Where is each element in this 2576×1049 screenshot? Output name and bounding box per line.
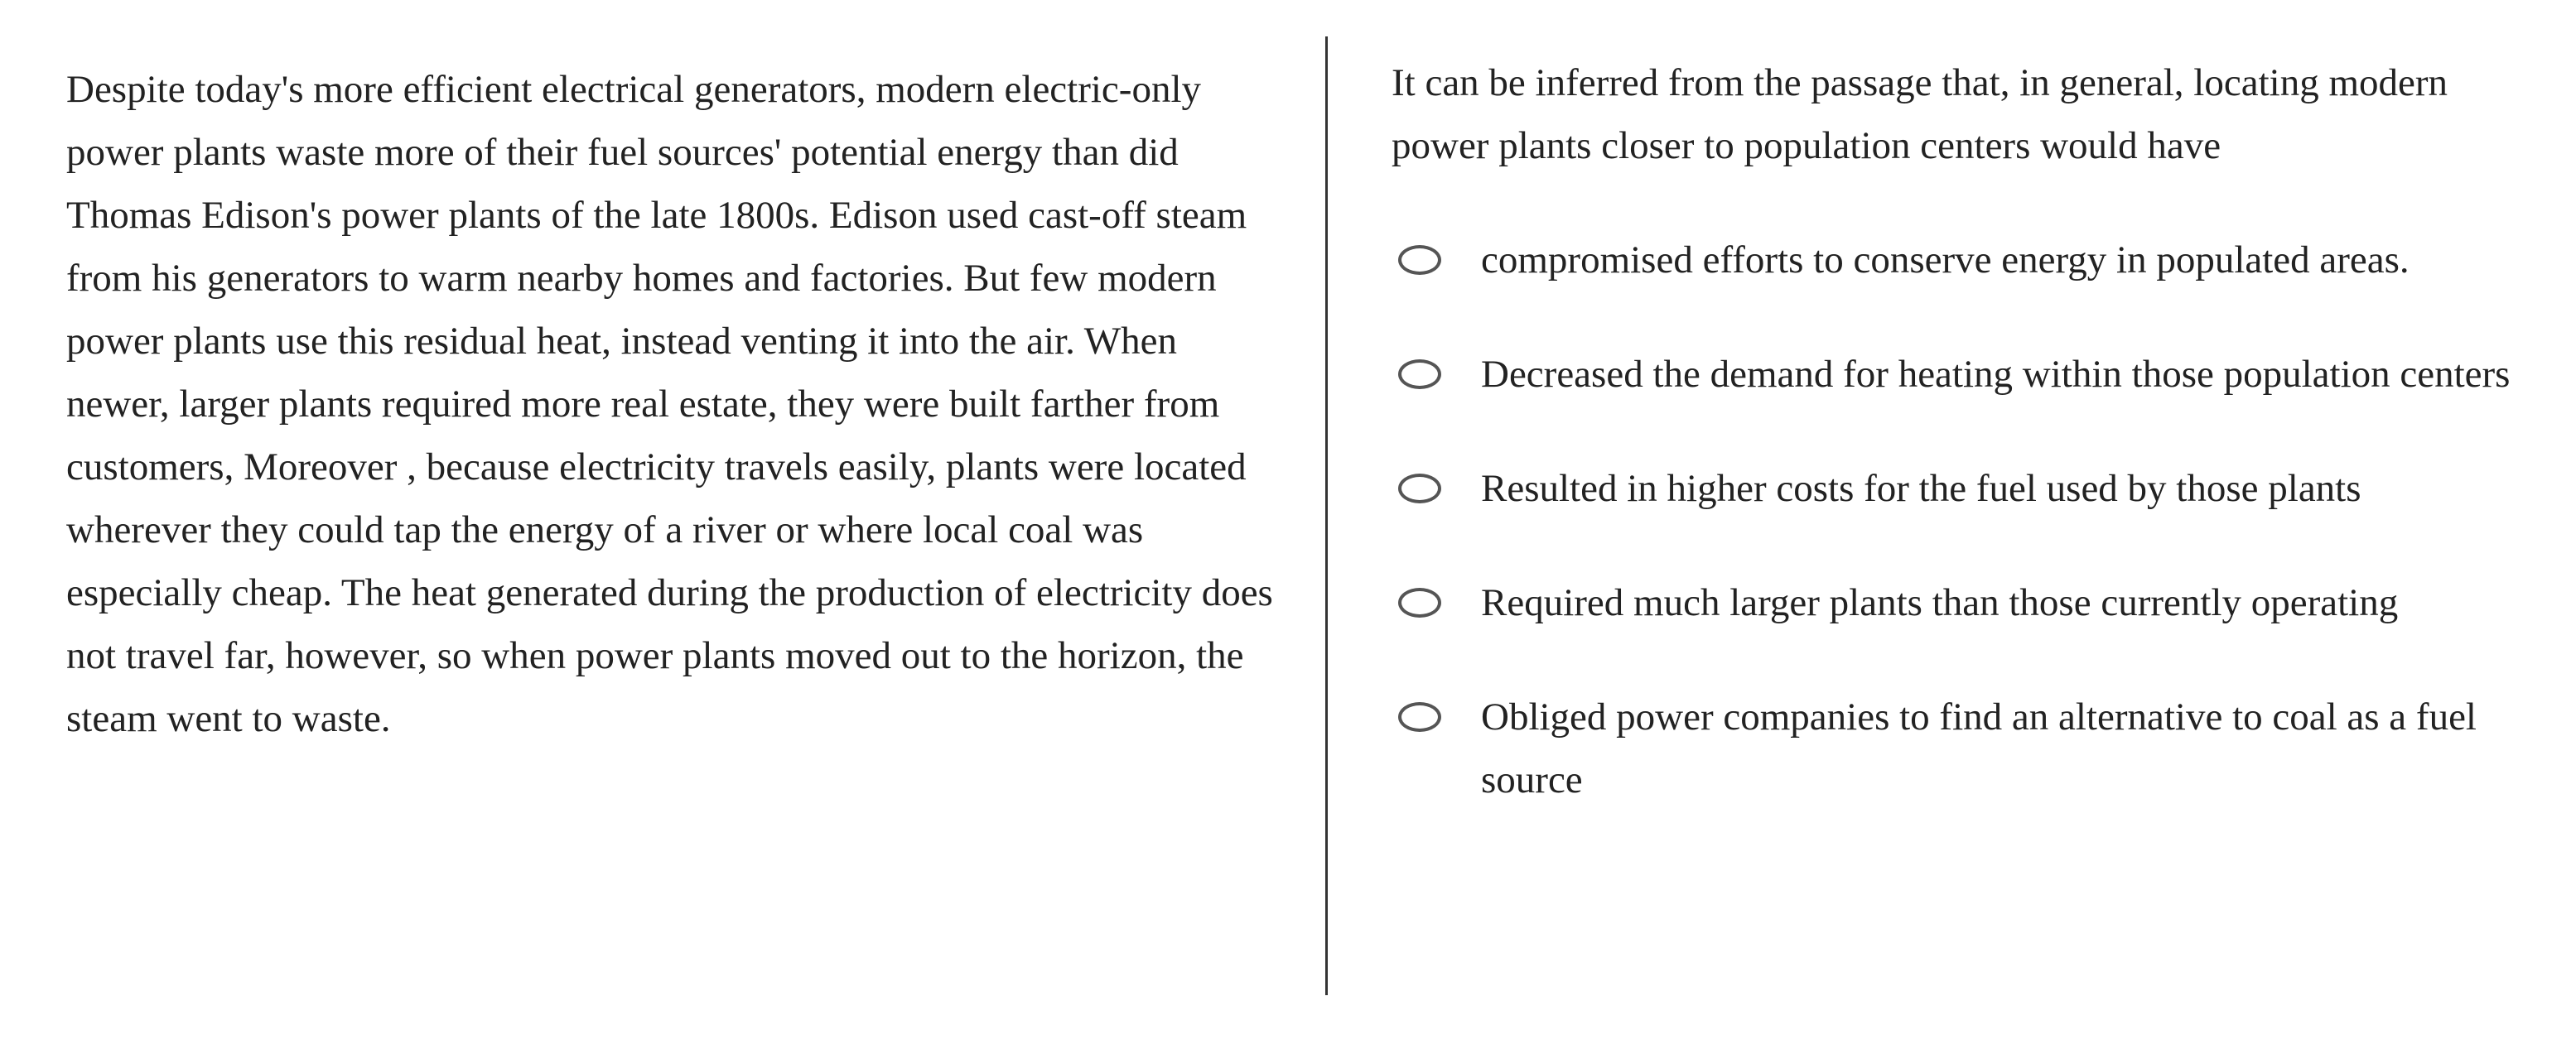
reading-passage-pane [66, 58, 1284, 750]
answer-choice-4[interactable] [1392, 571, 2535, 634]
passage-text: Despite today's more efficient electrical generators, modern electric-only power plants waste more of their fuel sources' potential energy than did Thomas Edison's power plants of the late 1800s. Edison used cast-off steam from his generators to warm nearby homes and factories. But few modern power plants use this residual heat, instead venting it into the air. When newer, larger plants required more real estate, they were built farther from customers, Moreover , because electricity travels easily, plants were located wherever they could tap the energy of a river or where local coal was especially cheap. The heat generated during the production of electricity does not travel far, however, so when power plants moved out to the horizon, the steam went to waste. [66, 68, 1273, 740]
answer-choice-label[interactable]: Resulted in higher costs for the fuel used by those plants [1481, 467, 2361, 510]
question-pane [1392, 51, 2535, 811]
answer-choice-label[interactable]: Obliged power companies to find an alternative to coal as a fuel source [1481, 695, 2477, 801]
radio-button-icon[interactable] [1398, 474, 1441, 503]
radio-button-icon[interactable] [1398, 245, 1441, 275]
answer-choice-3[interactable] [1392, 457, 2535, 520]
radio-button-icon[interactable] [1398, 588, 1441, 618]
answer-choices [1392, 229, 2535, 811]
answer-choice-5[interactable] [1392, 686, 2535, 811]
answer-choice-label[interactable]: Decreased the demand for heating within those population centers [1481, 353, 2511, 396]
answer-choice-label[interactable]: Required much larger plants than those currently operating [1481, 581, 2399, 624]
pane-divider [1325, 36, 1328, 995]
answer-choice-2[interactable] [1392, 343, 2535, 406]
question-stem: It can be inferred from the passage that, in general, locating modern power plants closer to population centers would have [1392, 61, 2448, 167]
answer-choice-label[interactable]: compromised efforts to conserve energy in populated areas. [1481, 238, 2410, 281]
radio-button-icon[interactable] [1398, 359, 1441, 389]
answer-choice-1[interactable] [1392, 229, 2535, 291]
radio-button-icon[interactable] [1398, 702, 1441, 732]
